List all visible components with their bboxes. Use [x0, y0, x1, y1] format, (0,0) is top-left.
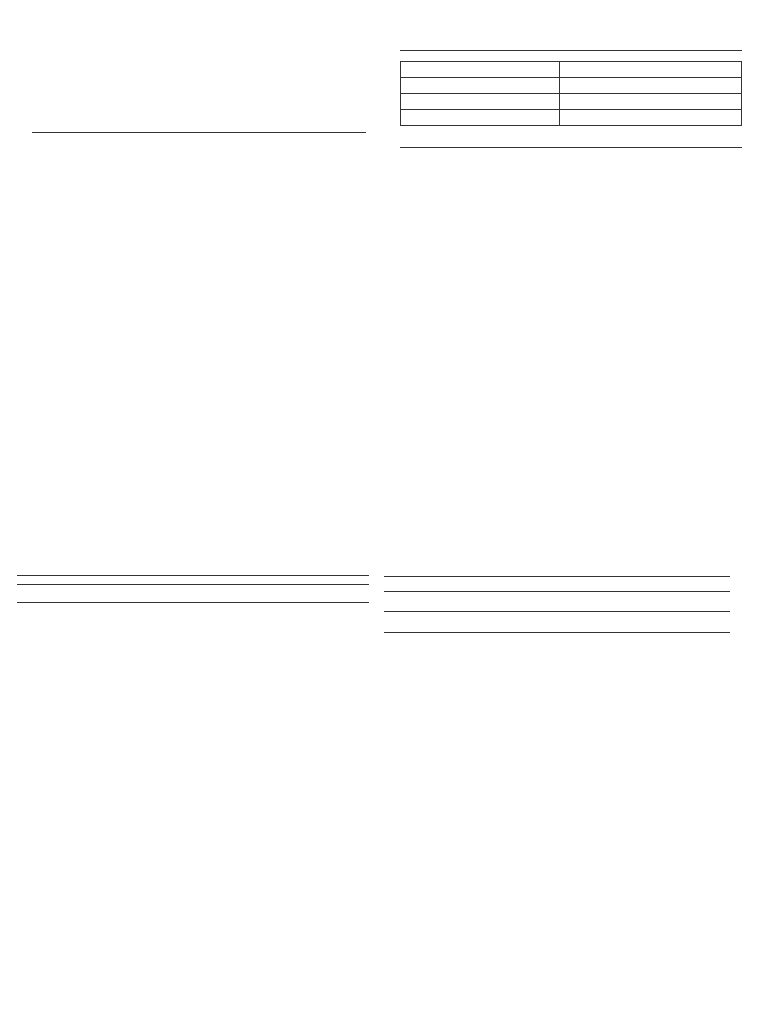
divider [384, 632, 730, 633]
divider [384, 576, 730, 577]
paragraph-gap [32, 76, 366, 89]
paragraph-gap [32, 89, 366, 102]
right-top-column [400, 46, 742, 203]
left-bottom-column [17, 575, 369, 619]
paragraph-gap [32, 63, 366, 76]
table-cell [560, 110, 742, 126]
paragraph-gap [32, 102, 366, 115]
table-row [401, 78, 742, 94]
paragraph-gap [32, 115, 366, 128]
table-row [401, 110, 742, 126]
paragraph-gap [400, 161, 742, 174]
table-cell [401, 78, 560, 94]
left-top-blocks [32, 50, 366, 128]
divider [17, 584, 369, 585]
left-top-column [32, 44, 366, 133]
table-cell [560, 62, 742, 78]
divider [32, 132, 366, 133]
divider [384, 591, 730, 592]
paragraph-gap [32, 50, 366, 63]
table-cell [560, 94, 742, 110]
divider [17, 575, 369, 576]
table-cell [560, 78, 742, 94]
divider [400, 147, 742, 148]
table-cell [401, 62, 560, 78]
divider [384, 611, 730, 612]
disc-harrow-table [400, 61, 742, 126]
table-cell [401, 110, 560, 126]
table-row [401, 94, 742, 110]
table-cell [401, 94, 560, 110]
divider [400, 50, 742, 51]
table-row [401, 62, 742, 78]
right-bottom-column [384, 575, 730, 633]
disc-plow-block [400, 161, 742, 174]
divider [17, 602, 369, 603]
